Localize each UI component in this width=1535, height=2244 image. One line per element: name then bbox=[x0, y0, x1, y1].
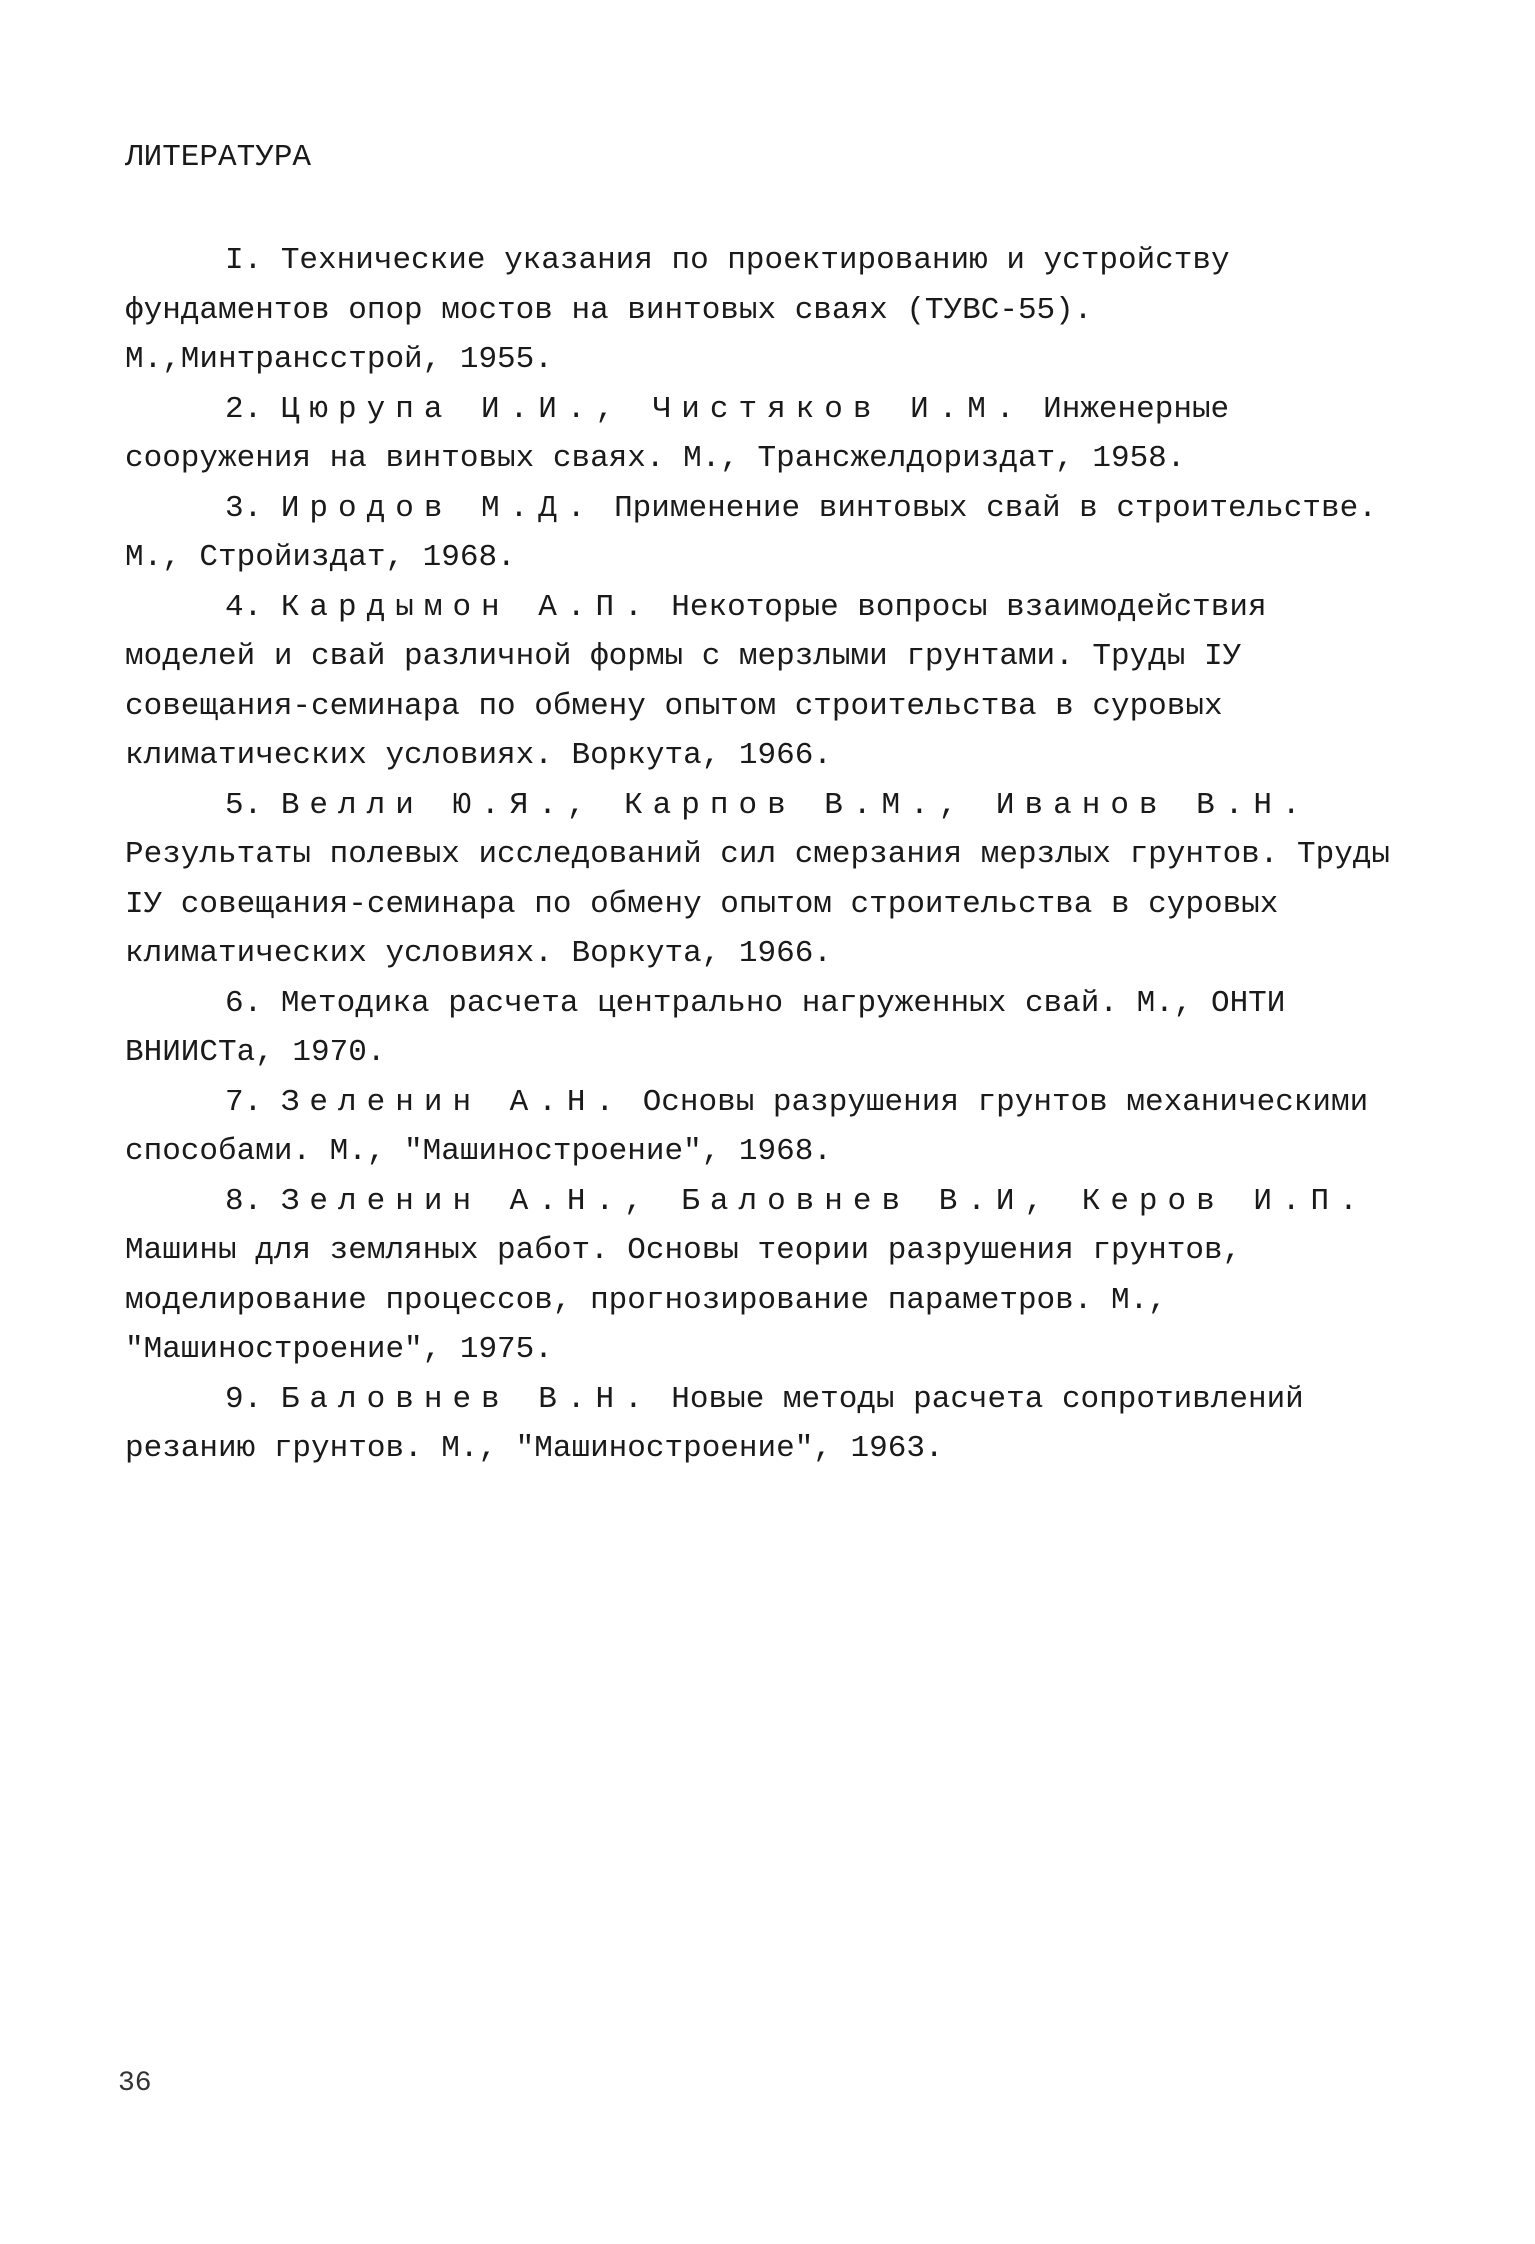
reference-text: Инженерные сооружения на винтовых сваях. М., Трансжелдориздат, 1958. bbox=[125, 391, 1248, 476]
reference-authors: Иродов М.Д. bbox=[280, 490, 596, 526]
reference-number: 9. bbox=[225, 1381, 263, 1417]
reference-item bbox=[125, 484, 1415, 583]
page-heading: ЛИТЕРАТУРА bbox=[125, 140, 312, 175]
reference-item bbox=[125, 979, 1415, 1078]
reference-text: Методика расчета центрально нагруженных свай. М., ОНТИ ВНИИСТа, 1970. bbox=[125, 985, 1305, 1070]
reference-number: 6. bbox=[225, 985, 263, 1021]
reference-item bbox=[125, 583, 1415, 781]
reference-text: Результаты полевых исследований сил смерзания мерзлых грунтов. Труды IУ совещания-семинара по обмену опытом строительства в суровых климатических условиях. Воркута, 1966. bbox=[125, 837, 1409, 971]
reference-text: Некоторые вопросы взаимодействия моделей и свай различной формы с мерзлыми грунтами. Труды IУ совещания-семинара по обмену опытом строительства в суровых климатических условиях. Воркута, 1966. bbox=[125, 589, 1286, 773]
reference-authors: Баловнев В.Н. bbox=[280, 1381, 653, 1417]
reference-item bbox=[125, 781, 1415, 979]
reference-number: 3. bbox=[225, 490, 263, 526]
reference-item bbox=[125, 236, 1415, 385]
reference-number: 2. bbox=[225, 391, 263, 427]
reference-item bbox=[125, 1177, 1415, 1375]
reference-authors: Цюрупа И.И., Чистяков И.М. bbox=[280, 391, 1025, 427]
reference-text: Машины для земляных работ. Основы теории разрушения грунтов, моделирование процессов, прогнозирование параметров. М., "Машиностроение", 1975. bbox=[125, 1233, 1260, 1367]
reference-number: I. bbox=[225, 243, 263, 278]
reference-number: 8. bbox=[225, 1183, 263, 1219]
reference-number: 4. bbox=[225, 589, 263, 625]
reference-text: Технические указания по проектированию и устройству фундаментов опор мостов на винтовых сваях (ТУВС-55). М.,Минтрансстрой, 1955. bbox=[125, 243, 1249, 377]
reference-text: Основы разрушения грунтов механическими способами. М., "Машиностроение", 1968. bbox=[125, 1084, 1387, 1169]
reference-authors: Кардымон А.П. bbox=[280, 589, 653, 625]
reference-number: 5. bbox=[225, 787, 263, 823]
reference-authors: Зеленин А.Н. bbox=[280, 1084, 625, 1120]
reference-item bbox=[125, 1375, 1415, 1474]
reference-authors: Зеленин А.Н., Баловнев В.И, Керов И.П. bbox=[280, 1183, 1368, 1219]
reference-text: Новые методы расчета сопротивлений резанию грунтов. М., "Машиностроение", 1963. bbox=[125, 1381, 1323, 1466]
reference-item bbox=[125, 1078, 1415, 1177]
reference-number: 7. bbox=[225, 1084, 263, 1120]
reference-item bbox=[125, 385, 1415, 484]
reference-text: Применение винтовых свай в строительстве. М., Стройиздат, 1968. bbox=[125, 490, 1396, 575]
reference-authors: Велли Ю.Я., Карпов В.М., Иванов В.Н. bbox=[280, 787, 1311, 823]
page-number: 36 bbox=[118, 2068, 152, 2099]
reference-list bbox=[125, 236, 1415, 1474]
